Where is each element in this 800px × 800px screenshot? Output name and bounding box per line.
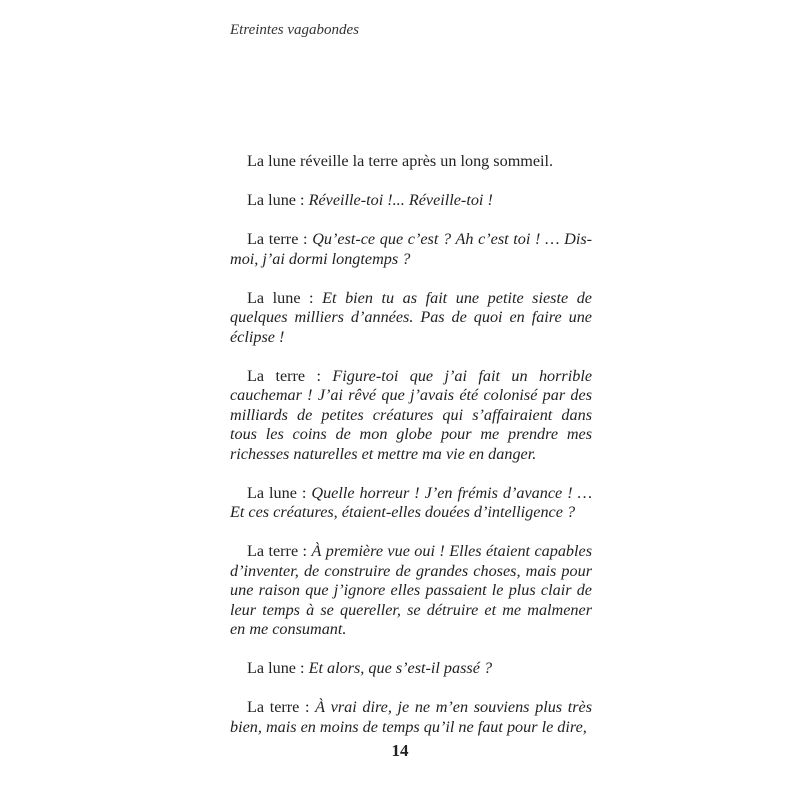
- speaker-label: La lune :: [247, 191, 309, 209]
- speech-text: Réveille-toi !... Réveille-toi !: [308, 191, 493, 209]
- page-number: 14: [391, 741, 409, 760]
- running-header: Etreintes vagabondes: [230, 22, 360, 38]
- speaker-label: La terre :: [247, 542, 312, 560]
- speech-text: À vrai dire, je ne m’en souviens plus très bien, mais en moins de temps qu’il ne faut pour le dire,: [230, 698, 592, 736]
- speaker-label: La lune :: [247, 483, 312, 502]
- dialogue-paragraph: [230, 698, 592, 737]
- speaker-label: La terre :: [247, 698, 316, 716]
- speaker-label: La terre :: [247, 366, 333, 385]
- dialogue-paragraph: [230, 230, 592, 269]
- speech-text: Figure-toi que j’ai fait un horrible cauchemar ! J’ai rêvé que j’avais été colonisé par des milliards de petites créatures qui s’affairaient dans tous les coins de mon globe pour me prendre mes richesses naturelles et mettre ma vie en danger.: [230, 366, 592, 463]
- speaker-label: La terre :: [247, 230, 313, 248]
- dialogue-paragraph: [230, 367, 592, 465]
- dialogue-paragraph: [230, 484, 592, 523]
- dialogue-paragraph: [230, 191, 592, 211]
- speech-text: Et alors, que s’est-il passé ?: [308, 659, 493, 677]
- speaker-label: La lune :: [247, 659, 309, 677]
- paragraph-intro: [230, 152, 592, 172]
- speech-text: À première vue oui ! Elles étaient capables d’inventer, de construire de grandes choses, mais pour une raison que j’ignore elles passaient le plus clair de leur temps à se quereller, se détruire et me malmener en me consumant.: [230, 542, 592, 638]
- dialogue-paragraph: [230, 289, 592, 348]
- speech-text: Qu’est-ce que c’est ? Ah c’est toi ! … Dis-moi, j’ai dormi longtemps ?: [230, 230, 593, 268]
- dialogue-paragraph: [230, 542, 592, 640]
- narration: La lune réveille la terre après un long sommeil.: [247, 152, 554, 170]
- speech-text: Quelle horreur ! J’en frémis d’avance ! … Et ces créatures, étaient-elles douées d’intelligence ?: [230, 483, 592, 521]
- dialogue-paragraph: [230, 659, 592, 679]
- speaker-label: La lune :: [247, 288, 323, 307]
- page-body: [230, 152, 592, 757]
- speech-text: Et bien tu as fait une petite sieste de quelques milliers d’années. Pas de quoi en faire une éclipse !: [230, 288, 592, 346]
